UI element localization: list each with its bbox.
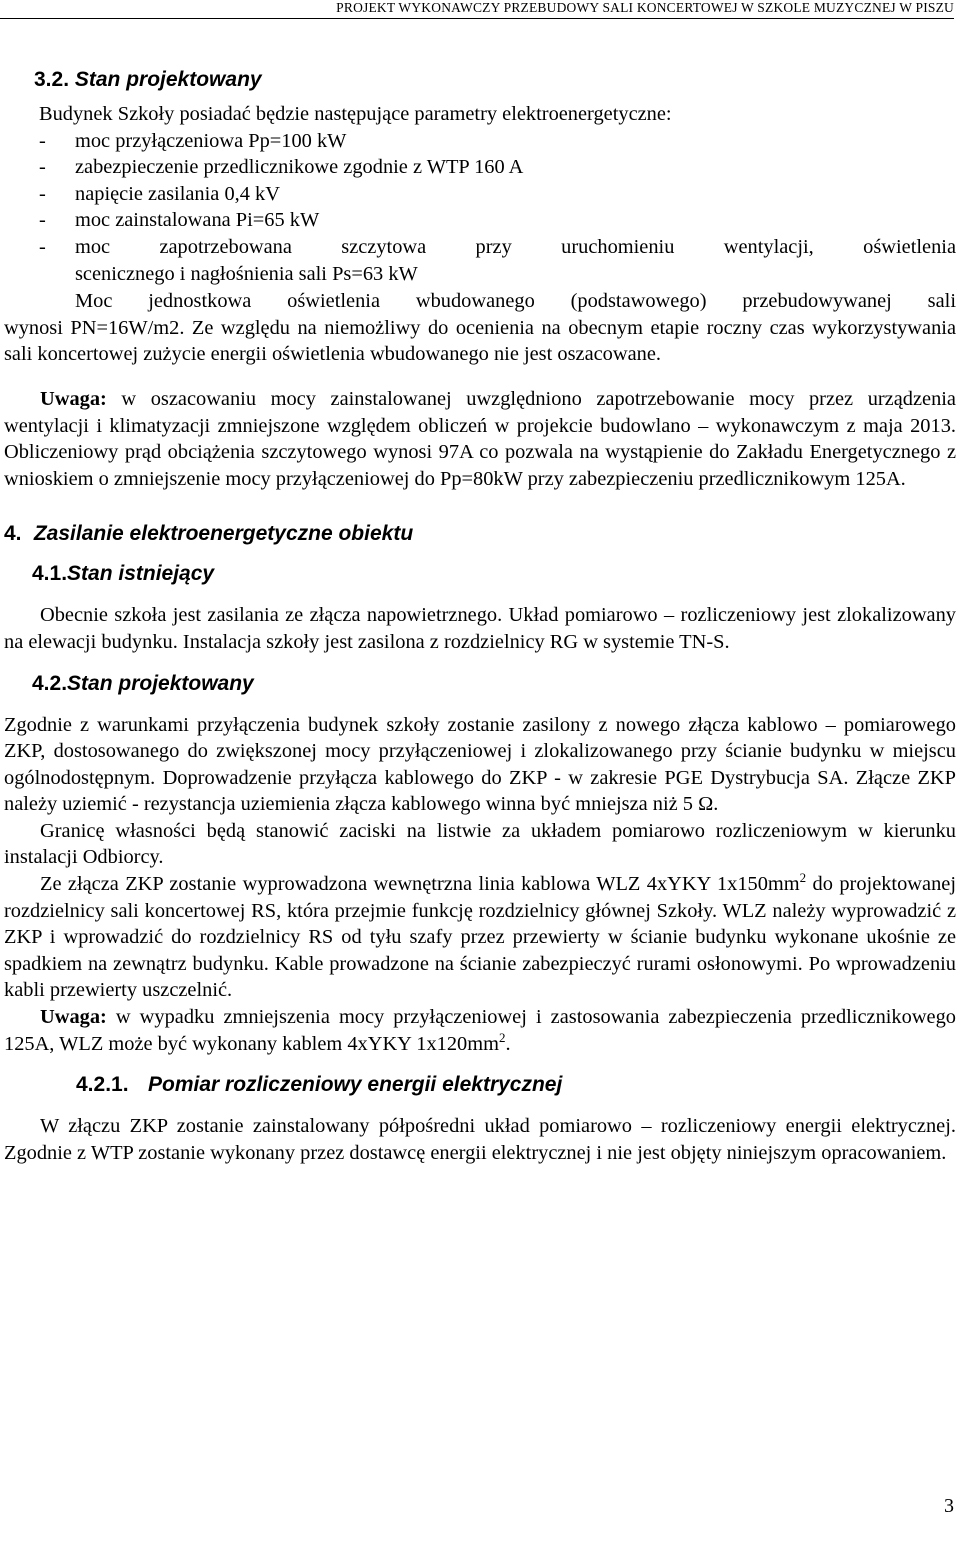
page-number: 3 <box>944 1495 954 1517</box>
section-title: Stan istniejący <box>67 562 215 586</box>
section-number: 4.2.1. <box>76 1073 129 1097</box>
metering-paragraph: W złączu ZKP zostanie zainstalowany półpośredni układ pomiarowo – rozliczeniowy energii elektrycznej. Zgodnie z WTP zostanie wykonany przez dostawcę energii elektrycznej i nie jest objęty niniejszym opracowaniem. <box>4 1115 956 1164</box>
list-item: - zabezpieczenie przedlicznikowe zgodnie z WTP 160 A <box>39 156 524 179</box>
list-item: - moc zapotrzebowana szczytowa przy uruchomieniu wentylacji, oświetlenia <box>39 235 956 258</box>
wlz-paragraph: Ze złącza ZKP zostanie wyprowadzona wewnętrzna linia kablowa WLZ 4xYKY $1x150mm^2$ do projektowanej rozdzielnicy sali koncertowej RS, która przejmie funkcję rozdzielnicy głównej Szkoły. WLZ należy wyprowadzić z ZKP i wprowadzić do rozdzielnicy RS od tyłu szafy przez przewierty w ścianie budynku wykonane ukośnie ze spadkiem na zewnątrz budynku. Kable prowadzone na ścianie zabezpieczyć rurami osłonowymi. Po wprowadzeniu kabli przewierty uszczelnić. <box>4 870 956 1002</box>
section-4-2-heading <box>32 670 956 698</box>
section-title: Stan projektowany <box>74 68 262 91</box>
list-item: - napięcie zasilania 0,4 kV <box>39 182 280 205</box>
connection-paragraph: Zgodnie z warunkami przyłączenia budynek szkoły zostanie zasilony z nowego złącza kablowo – pomiarowego ZKP, dostosowanego do zwiększonej mocy przyłączeniowej i zlokalizowanego przy ścianie budynku w miejscu ogólnodostępnym. Doprowadzenie przyłącza kablowego do ZKP - w zakresie PGE Dystrybucja SA. Złącze ZKP należy uziemić - rezystancja uziemienia złącza kablowego winna być mniejsza niż 5 Ω. <box>4 713 956 816</box>
section-4-1-heading <box>32 560 956 588</box>
section-title: Stan projektowany <box>67 671 254 695</box>
intro-paragraph: Budynek Szkoły posiadać będzie następujące parametry elektroenergetyczne: <box>39 103 672 125</box>
section-number: 3.2. <box>34 68 70 91</box>
page-content <box>4 66 956 1166</box>
existing-state-paragraph: Obecnie szkoła jest zasilania ze złącza napowietrznego. Układ pomiarowo – rozliczeniowy jest zlokalizowany na elewacji budynku. Instalacja szkoły jest zasilona z rozdzielnicy RG w systemie TN-S. <box>4 604 956 653</box>
note-paragraph: Uwaga: w oszacowaniu mocy zainstalowanej uwzględniono zapotrzebowanie mocy przez urządzenia wentylacji i klimatyzacji zmniejszone względem obliczeń w projekcie budowlano – wykonawczym z maja 2013. Obliczeniowy prąd obciążenia szczytowego wynosi 97A co pozwala na wystąpienie do Zakładu Energetycznego z wnioskiem o zmniejszenie mocy przyłączeniowej do Pp=80kW przy zabezpieczeniu przedlicznikowym 125A. <box>4 387 956 490</box>
lighting-power-paragraph: Moc jednostkowa oświetlenia wbudowanego (podstawowego) przebudowywanej sali wynosi PN=16W/m2. Ze względu na niemożliwy do ocenienia na obecnym etapie roczny czas wykorzystywania sali koncertowej zużycie energii oświetlenia wbudowanego nie jest oszacowane. <box>4 290 956 366</box>
section-title: Pomiar rozliczeniowy energii elektrycznej <box>148 1073 563 1097</box>
section-number: 4.2. <box>32 671 68 695</box>
section-4-2-1-heading <box>76 1071 956 1099</box>
parameters-list <box>4 128 956 288</box>
note-label: Uwaga: <box>40 1006 107 1029</box>
list-item-continuation: scenicznego i nagłośnienia sali Ps=63 kW <box>75 262 418 285</box>
list-item: - moc zainstalowana Pi=65 kW <box>39 209 320 232</box>
section-number: 4.1. <box>32 562 68 586</box>
section-3-2-heading <box>34 66 956 94</box>
running-header: PROJEKT WYKONAWCZY PRZEBUDOWY SALI KONCERTOWEJ W SZKOLE MUZYCZNEJ W PISZU <box>0 0 954 19</box>
section-number: 4. <box>4 522 22 546</box>
section-title: Zasilanie elektroenergetyczne obiektu <box>33 522 414 546</box>
note-label: Uwaga: <box>40 387 107 410</box>
list-item: - moc przyłączeniowa Pp=100 kW <box>39 129 347 152</box>
ownership-paragraph: Granicę własności będą stanowić zaciski na listwie za układem pomiarowo rozliczeniowym w kierunku instalacji Odbiorcy. <box>4 819 956 869</box>
note-paragraph: Uwaga: w wypadku zmniejszenia mocy przyłączeniowej i zastosowania zabezpieczenia przedlicznikowego 125A, WLZ może być wykonany kablem 4xYKY $1x120mm^2$. <box>4 1006 956 1055</box>
section-4-heading <box>4 520 956 548</box>
